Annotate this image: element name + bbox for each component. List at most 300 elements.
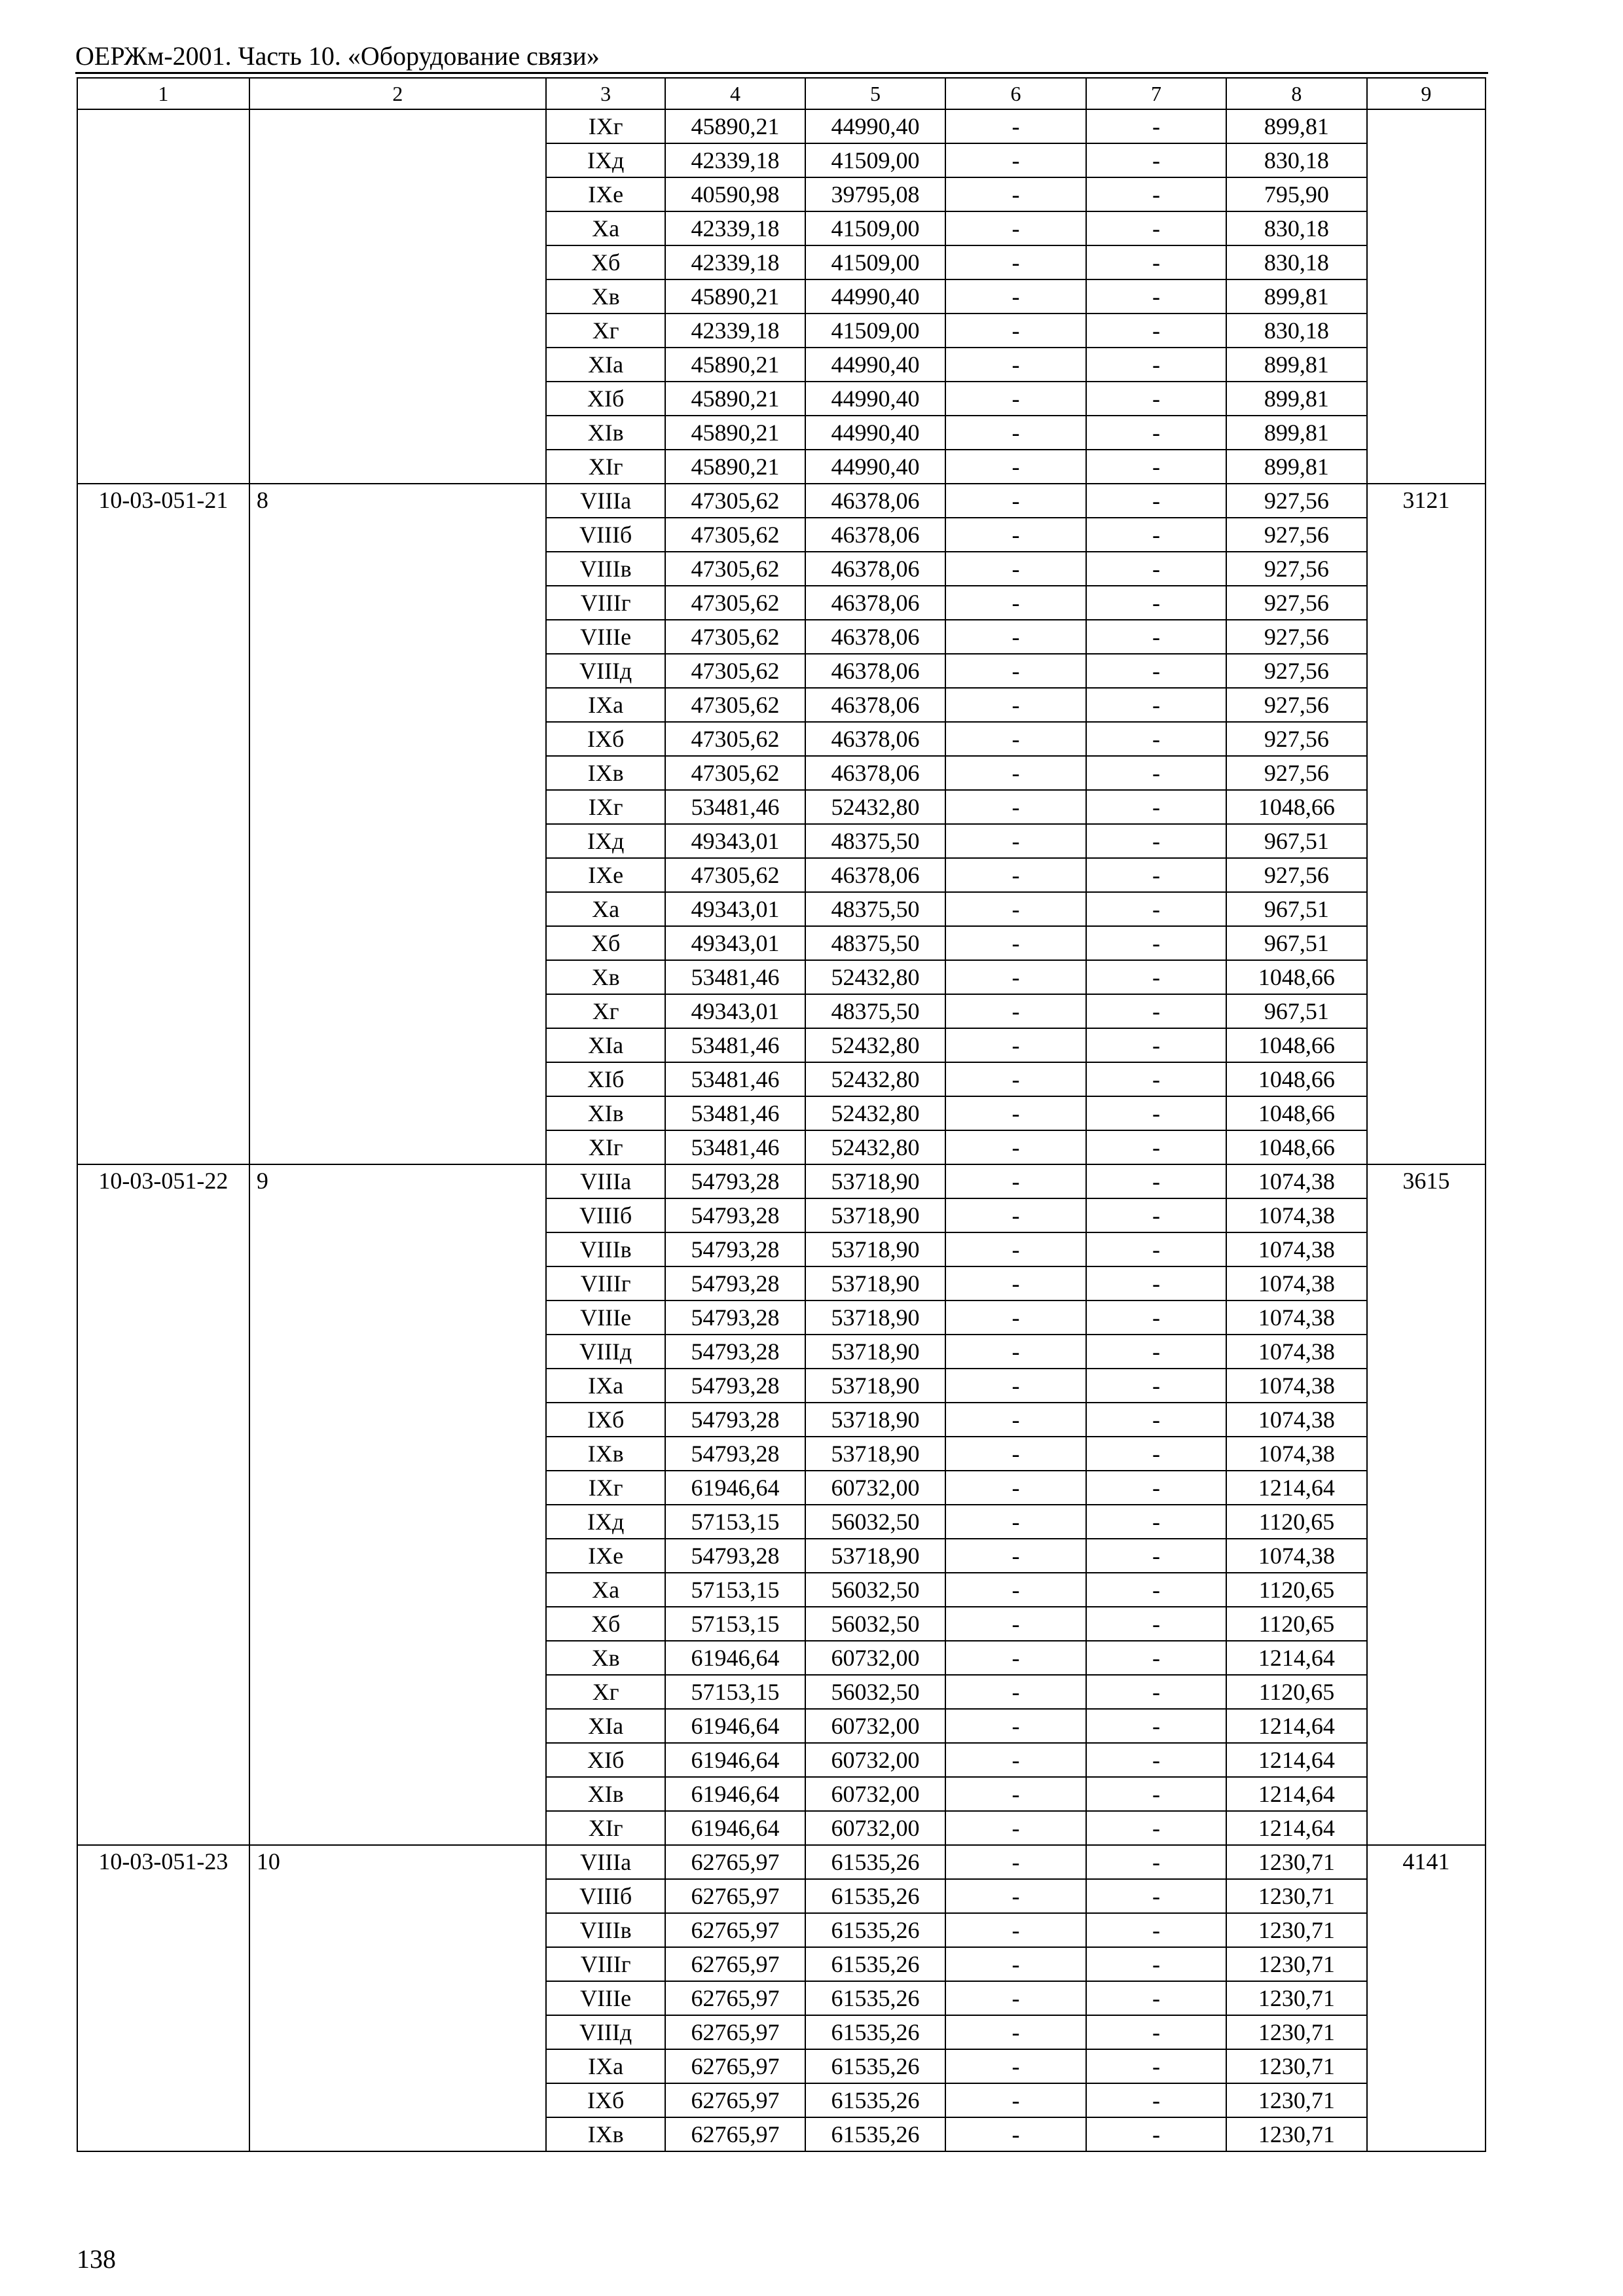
- base-price-cell: 54793,28: [665, 1369, 805, 1403]
- base-price-cell: 61946,64: [665, 1777, 805, 1811]
- zone-cell: VIIIа: [546, 484, 665, 518]
- machines-cell: -: [945, 654, 1085, 688]
- wages-cell: 61535,26: [805, 2015, 945, 2049]
- base-price-cell: 62765,97: [665, 2049, 805, 2083]
- materials-cell: 899,81: [1226, 109, 1366, 143]
- table-row: [77, 109, 1486, 143]
- machinist-wages-cell: -: [1086, 1300, 1226, 1335]
- materials-cell: 1074,38: [1226, 1335, 1366, 1369]
- machinist-wages-cell: -: [1086, 926, 1226, 960]
- machinist-wages-cell: -: [1086, 824, 1226, 858]
- base-price-cell: 62765,97: [665, 2015, 805, 2049]
- machinist-wages-cell: -: [1086, 1845, 1226, 1879]
- machines-cell: -: [945, 892, 1085, 926]
- materials-cell: 1048,66: [1226, 1096, 1366, 1130]
- base-price-cell: 47305,62: [665, 518, 805, 552]
- mass-cell: 3615: [1367, 1164, 1486, 1845]
- zone-cell: VIIIа: [546, 1164, 665, 1198]
- materials-cell: 830,18: [1226, 211, 1366, 245]
- base-price-cell: 47305,62: [665, 858, 805, 892]
- machinist-wages-cell: -: [1086, 1403, 1226, 1437]
- column-number: 3: [546, 78, 665, 109]
- materials-cell: 1214,64: [1226, 1743, 1366, 1777]
- machinist-wages-cell: -: [1086, 1471, 1226, 1505]
- mass-cell: 4141: [1367, 1845, 1486, 2151]
- machines-cell: -: [945, 109, 1085, 143]
- zone-cell: Xв: [546, 1641, 665, 1675]
- machinist-wages-cell: -: [1086, 1777, 1226, 1811]
- machines-cell: -: [945, 348, 1085, 382]
- machines-cell: -: [945, 382, 1085, 416]
- machinist-wages-cell: -: [1086, 279, 1226, 314]
- materials-cell: 1214,64: [1226, 1811, 1366, 1845]
- base-price-cell: 47305,62: [665, 586, 805, 620]
- machinist-wages-cell: -: [1086, 1743, 1226, 1777]
- machines-cell: -: [945, 824, 1085, 858]
- zone-cell: IXе: [546, 177, 665, 211]
- machinist-wages-cell: -: [1086, 994, 1226, 1028]
- materials-cell: 1074,38: [1226, 1539, 1366, 1573]
- wages-cell: 53718,90: [805, 1232, 945, 1266]
- materials-cell: 927,56: [1226, 756, 1366, 790]
- column-number: 4: [665, 78, 805, 109]
- base-price-cell: 54793,28: [665, 1164, 805, 1198]
- zone-cell: IXа: [546, 688, 665, 722]
- machinist-wages-cell: -: [1086, 1266, 1226, 1300]
- base-price-cell: 62765,97: [665, 1845, 805, 1879]
- base-price-cell: 49343,01: [665, 824, 805, 858]
- machines-cell: -: [945, 1675, 1085, 1709]
- wages-cell: 61535,26: [805, 2049, 945, 2083]
- wages-cell: 53718,90: [805, 1198, 945, 1232]
- zone-cell: Xа: [546, 211, 665, 245]
- machinist-wages-cell: -: [1086, 722, 1226, 756]
- wages-cell: 52432,80: [805, 1096, 945, 1130]
- zone-cell: IXе: [546, 1539, 665, 1573]
- machinist-wages-cell: -: [1086, 1130, 1226, 1164]
- base-price-cell: 45890,21: [665, 348, 805, 382]
- wages-cell: 56032,50: [805, 1675, 945, 1709]
- wages-cell: 53718,90: [805, 1300, 945, 1335]
- machinist-wages-cell: -: [1086, 2117, 1226, 2151]
- wages-cell: 53718,90: [805, 1539, 945, 1573]
- wages-cell: 46378,06: [805, 858, 945, 892]
- wages-cell: 48375,50: [805, 892, 945, 926]
- base-price-cell: 47305,62: [665, 722, 805, 756]
- base-price-cell: 57153,15: [665, 1505, 805, 1539]
- base-price-cell: 45890,21: [665, 450, 805, 484]
- base-price-cell: 62765,97: [665, 1913, 805, 1947]
- wages-cell: 46378,06: [805, 756, 945, 790]
- base-price-cell: 47305,62: [665, 688, 805, 722]
- machines-cell: -: [945, 2049, 1085, 2083]
- machines-cell: -: [945, 1028, 1085, 1062]
- materials-cell: 1048,66: [1226, 790, 1366, 824]
- wages-cell: 60732,00: [805, 1811, 945, 1845]
- materials-cell: 899,81: [1226, 279, 1366, 314]
- wages-cell: 53718,90: [805, 1403, 945, 1437]
- wages-cell: 53718,90: [805, 1266, 945, 1300]
- wages-cell: 46378,06: [805, 552, 945, 586]
- wages-cell: 53718,90: [805, 1164, 945, 1198]
- materials-cell: 899,81: [1226, 348, 1366, 382]
- zone-cell: VIIIе: [546, 620, 665, 654]
- machines-cell: -: [945, 1232, 1085, 1266]
- base-price-cell: 53481,46: [665, 1130, 805, 1164]
- machines-cell: -: [945, 1505, 1085, 1539]
- machines-cell: -: [945, 1335, 1085, 1369]
- materials-cell: 1074,38: [1226, 1232, 1366, 1266]
- base-price-cell: 54793,28: [665, 1300, 805, 1335]
- wages-cell: 46378,06: [805, 518, 945, 552]
- machines-cell: -: [945, 1164, 1085, 1198]
- materials-cell: 1230,71: [1226, 1947, 1366, 1981]
- base-price-cell: 47305,62: [665, 552, 805, 586]
- machines-cell: -: [945, 1573, 1085, 1607]
- page-number: 138: [77, 2244, 116, 2274]
- header-rule: [75, 72, 1488, 74]
- zone-cell: VIIIг: [546, 586, 665, 620]
- zone-cell: IXе: [546, 858, 665, 892]
- machines-cell: -: [945, 722, 1085, 756]
- materials-cell: 1048,66: [1226, 1028, 1366, 1062]
- materials-cell: 1048,66: [1226, 1130, 1366, 1164]
- machinist-wages-cell: -: [1086, 518, 1226, 552]
- machinist-wages-cell: -: [1086, 1062, 1226, 1096]
- machinist-wages-cell: -: [1086, 1028, 1226, 1062]
- wages-cell: 60732,00: [805, 1777, 945, 1811]
- zone-cell: Xг: [546, 994, 665, 1028]
- base-price-cell: 62765,97: [665, 1879, 805, 1913]
- machines-cell: -: [945, 1743, 1085, 1777]
- wages-cell: 44990,40: [805, 109, 945, 143]
- zone-cell: XIг: [546, 1130, 665, 1164]
- machinist-wages-cell: -: [1086, 1675, 1226, 1709]
- materials-cell: 1214,64: [1226, 1641, 1366, 1675]
- zone-cell: VIIIе: [546, 1300, 665, 1335]
- machinist-wages-cell: -: [1086, 790, 1226, 824]
- column-number: 1: [77, 78, 249, 109]
- materials-cell: 1120,65: [1226, 1573, 1366, 1607]
- materials-cell: 1214,64: [1226, 1777, 1366, 1811]
- zone-cell: VIIIд: [546, 1335, 665, 1369]
- machinist-wages-cell: -: [1086, 109, 1226, 143]
- machinist-wages-cell: -: [1086, 1811, 1226, 1845]
- machinist-wages-cell: -: [1086, 892, 1226, 926]
- zone-cell: Xа: [546, 892, 665, 926]
- wages-cell: 52432,80: [805, 960, 945, 994]
- materials-cell: 927,56: [1226, 586, 1366, 620]
- machinist-wages-cell: -: [1086, 1879, 1226, 1913]
- machinist-wages-cell: -: [1086, 2083, 1226, 2117]
- zone-cell: XIв: [546, 1777, 665, 1811]
- machines-cell: -: [945, 1641, 1085, 1675]
- wages-cell: 61535,26: [805, 1845, 945, 1879]
- wages-cell: 46378,06: [805, 654, 945, 688]
- zone-cell: VIIIе: [546, 1981, 665, 2015]
- base-price-cell: 53481,46: [665, 960, 805, 994]
- wages-cell: 61535,26: [805, 1981, 945, 2015]
- mass-cell: [1367, 109, 1486, 484]
- table-body: [77, 78, 1486, 2151]
- machines-cell: -: [945, 1607, 1085, 1641]
- code-cell: 10-03-051-21: [77, 484, 249, 1164]
- base-price-cell: 40590,98: [665, 177, 805, 211]
- machines-cell: -: [945, 1913, 1085, 1947]
- column-number: 5: [805, 78, 945, 109]
- base-price-cell: 57153,15: [665, 1607, 805, 1641]
- wages-cell: 61535,26: [805, 1913, 945, 1947]
- base-price-cell: 45890,21: [665, 416, 805, 450]
- machines-cell: -: [945, 688, 1085, 722]
- machines-cell: -: [945, 245, 1085, 279]
- machinist-wages-cell: -: [1086, 211, 1226, 245]
- zone-cell: VIIIб: [546, 518, 665, 552]
- machinist-wages-cell: -: [1086, 177, 1226, 211]
- wages-cell: 46378,06: [805, 620, 945, 654]
- base-price-cell: 57153,15: [665, 1573, 805, 1607]
- zone-cell: IXа: [546, 2049, 665, 2083]
- machinist-wages-cell: -: [1086, 382, 1226, 416]
- materials-cell: 927,56: [1226, 858, 1366, 892]
- wages-cell: 56032,50: [805, 1505, 945, 1539]
- base-price-cell: 61946,64: [665, 1743, 805, 1777]
- table-row: [77, 484, 1486, 518]
- machinist-wages-cell: -: [1086, 688, 1226, 722]
- wages-cell: 41509,00: [805, 314, 945, 348]
- machines-cell: -: [945, 450, 1085, 484]
- machines-cell: -: [945, 518, 1085, 552]
- base-price-cell: 47305,62: [665, 620, 805, 654]
- machines-cell: -: [945, 552, 1085, 586]
- zone-cell: VIIIв: [546, 552, 665, 586]
- machinist-wages-cell: -: [1086, 858, 1226, 892]
- wages-cell: 61535,26: [805, 2117, 945, 2151]
- materials-cell: 899,81: [1226, 416, 1366, 450]
- quantity-cell: 9: [249, 1164, 546, 1845]
- zone-cell: Xг: [546, 314, 665, 348]
- machinist-wages-cell: -: [1086, 1947, 1226, 1981]
- quantity-cell: 8: [249, 484, 546, 1164]
- wages-cell: 61535,26: [805, 2083, 945, 2117]
- base-price-cell: 53481,46: [665, 790, 805, 824]
- base-price-cell: 54793,28: [665, 1437, 805, 1471]
- zone-cell: VIIIа: [546, 1845, 665, 1879]
- materials-cell: 1120,65: [1226, 1505, 1366, 1539]
- materials-cell: 830,18: [1226, 245, 1366, 279]
- materials-cell: 967,51: [1226, 824, 1366, 858]
- machines-cell: -: [945, 2015, 1085, 2049]
- zone-cell: IXв: [546, 1437, 665, 1471]
- machinist-wages-cell: -: [1086, 143, 1226, 177]
- machines-cell: -: [945, 1709, 1085, 1743]
- materials-cell: 967,51: [1226, 926, 1366, 960]
- materials-cell: 899,81: [1226, 450, 1366, 484]
- machinist-wages-cell: -: [1086, 552, 1226, 586]
- machinist-wages-cell: -: [1086, 586, 1226, 620]
- base-price-cell: 57153,15: [665, 1675, 805, 1709]
- column-number: 2: [249, 78, 546, 109]
- materials-cell: 1230,71: [1226, 2083, 1366, 2117]
- zone-cell: IXв: [546, 756, 665, 790]
- wages-cell: 48375,50: [805, 926, 945, 960]
- base-price-cell: 49343,01: [665, 892, 805, 926]
- base-price-cell: 54793,28: [665, 1232, 805, 1266]
- wages-cell: 41509,00: [805, 211, 945, 245]
- zone-cell: Xв: [546, 279, 665, 314]
- wages-cell: 44990,40: [805, 348, 945, 382]
- base-price-cell: 54793,28: [665, 1198, 805, 1232]
- machinist-wages-cell: -: [1086, 1573, 1226, 1607]
- machinist-wages-cell: -: [1086, 314, 1226, 348]
- machinist-wages-cell: -: [1086, 450, 1226, 484]
- zone-cell: Xб: [546, 245, 665, 279]
- base-price-cell: 42339,18: [665, 314, 805, 348]
- zone-cell: XIг: [546, 450, 665, 484]
- table-row: [77, 1164, 1486, 1198]
- materials-cell: 927,56: [1226, 484, 1366, 518]
- zone-cell: VIIIб: [546, 1198, 665, 1232]
- zone-cell: IXг: [546, 1471, 665, 1505]
- machines-cell: -: [945, 790, 1085, 824]
- machinist-wages-cell: -: [1086, 2015, 1226, 2049]
- materials-cell: 1120,65: [1226, 1607, 1366, 1641]
- zone-cell: IXб: [546, 1403, 665, 1437]
- machinist-wages-cell: -: [1086, 245, 1226, 279]
- zone-cell: IXд: [546, 824, 665, 858]
- machinist-wages-cell: -: [1086, 1709, 1226, 1743]
- machinist-wages-cell: -: [1086, 1913, 1226, 1947]
- machines-cell: -: [945, 1062, 1085, 1096]
- materials-cell: 1048,66: [1226, 1062, 1366, 1096]
- zone-cell: XIа: [546, 348, 665, 382]
- zone-cell: XIа: [546, 1028, 665, 1062]
- machines-cell: -: [945, 1096, 1085, 1130]
- materials-cell: 927,56: [1226, 518, 1366, 552]
- machines-cell: -: [945, 1369, 1085, 1403]
- machines-cell: -: [945, 2083, 1085, 2117]
- base-price-cell: 61946,64: [665, 1811, 805, 1845]
- zone-cell: XIг: [546, 1811, 665, 1845]
- base-price-cell: 49343,01: [665, 926, 805, 960]
- code-cell: [77, 109, 249, 484]
- machinist-wages-cell: -: [1086, 1539, 1226, 1573]
- machines-cell: -: [945, 177, 1085, 211]
- base-price-cell: 53481,46: [665, 1096, 805, 1130]
- machinist-wages-cell: -: [1086, 1505, 1226, 1539]
- machines-cell: -: [945, 1266, 1085, 1300]
- wages-cell: 46378,06: [805, 586, 945, 620]
- machines-cell: -: [945, 960, 1085, 994]
- wages-cell: 48375,50: [805, 994, 945, 1028]
- machines-cell: -: [945, 416, 1085, 450]
- wages-cell: 46378,06: [805, 688, 945, 722]
- materials-cell: 1120,65: [1226, 1675, 1366, 1709]
- zone-cell: VIIIд: [546, 654, 665, 688]
- materials-cell: 830,18: [1226, 314, 1366, 348]
- machines-cell: -: [945, 1845, 1085, 1879]
- zone-cell: Xб: [546, 926, 665, 960]
- zone-cell: IXа: [546, 1369, 665, 1403]
- zone-cell: XIб: [546, 1062, 665, 1096]
- zone-cell: VIIIб: [546, 1879, 665, 1913]
- zone-cell: Xа: [546, 1573, 665, 1607]
- wages-cell: 52432,80: [805, 1062, 945, 1096]
- materials-cell: 1230,71: [1226, 1879, 1366, 1913]
- machines-cell: -: [945, 858, 1085, 892]
- base-price-cell: 47305,62: [665, 484, 805, 518]
- base-price-cell: 53481,46: [665, 1028, 805, 1062]
- materials-cell: 1048,66: [1226, 960, 1366, 994]
- machinist-wages-cell: -: [1086, 1981, 1226, 2015]
- machinist-wages-cell: -: [1086, 348, 1226, 382]
- materials-cell: 830,18: [1226, 143, 1366, 177]
- zone-cell: IXб: [546, 722, 665, 756]
- machines-cell: -: [945, 1300, 1085, 1335]
- machines-cell: -: [945, 926, 1085, 960]
- code-cell: 10-03-051-23: [77, 1845, 249, 2151]
- base-price-cell: 54793,28: [665, 1266, 805, 1300]
- column-number-row: [77, 78, 1486, 109]
- base-price-cell: 54793,28: [665, 1403, 805, 1437]
- machinist-wages-cell: -: [1086, 654, 1226, 688]
- machines-cell: -: [945, 756, 1085, 790]
- wages-cell: 46378,06: [805, 484, 945, 518]
- materials-cell: 899,81: [1226, 382, 1366, 416]
- machinist-wages-cell: -: [1086, 1369, 1226, 1403]
- materials-cell: 1230,71: [1226, 1913, 1366, 1947]
- machines-cell: -: [945, 314, 1085, 348]
- mass-cell: 3121: [1367, 484, 1486, 1164]
- base-price-cell: 42339,18: [665, 143, 805, 177]
- wages-cell: 56032,50: [805, 1573, 945, 1607]
- zone-cell: IXв: [546, 2117, 665, 2151]
- zone-cell: IXд: [546, 1505, 665, 1539]
- wages-cell: 39795,08: [805, 177, 945, 211]
- zone-cell: XIб: [546, 382, 665, 416]
- base-price-cell: 45890,21: [665, 382, 805, 416]
- machines-cell: -: [945, 1198, 1085, 1232]
- wages-cell: 44990,40: [805, 450, 945, 484]
- materials-cell: 1074,38: [1226, 1198, 1366, 1232]
- machines-cell: -: [945, 620, 1085, 654]
- base-price-cell: 54793,28: [665, 1335, 805, 1369]
- table-row: [77, 1845, 1486, 1879]
- wages-cell: 53718,90: [805, 1369, 945, 1403]
- materials-cell: 1214,64: [1226, 1709, 1366, 1743]
- zone-cell: IXг: [546, 109, 665, 143]
- wages-cell: 48375,50: [805, 824, 945, 858]
- wages-cell: 44990,40: [805, 416, 945, 450]
- machinist-wages-cell: -: [1086, 1335, 1226, 1369]
- machines-cell: -: [945, 1471, 1085, 1505]
- zone-cell: Xб: [546, 1607, 665, 1641]
- base-price-cell: 61946,64: [665, 1471, 805, 1505]
- machinist-wages-cell: -: [1086, 1096, 1226, 1130]
- materials-cell: 1074,38: [1226, 1164, 1366, 1198]
- base-price-cell: 61946,64: [665, 1641, 805, 1675]
- column-number: 6: [945, 78, 1085, 109]
- materials-cell: 1074,38: [1226, 1300, 1366, 1335]
- materials-cell: 927,56: [1226, 688, 1366, 722]
- column-number: 8: [1226, 78, 1366, 109]
- machines-cell: -: [945, 586, 1085, 620]
- zone-cell: IXб: [546, 2083, 665, 2117]
- wages-cell: 60732,00: [805, 1709, 945, 1743]
- machines-cell: -: [945, 994, 1085, 1028]
- materials-cell: 1074,38: [1226, 1403, 1366, 1437]
- materials-cell: 967,51: [1226, 892, 1366, 926]
